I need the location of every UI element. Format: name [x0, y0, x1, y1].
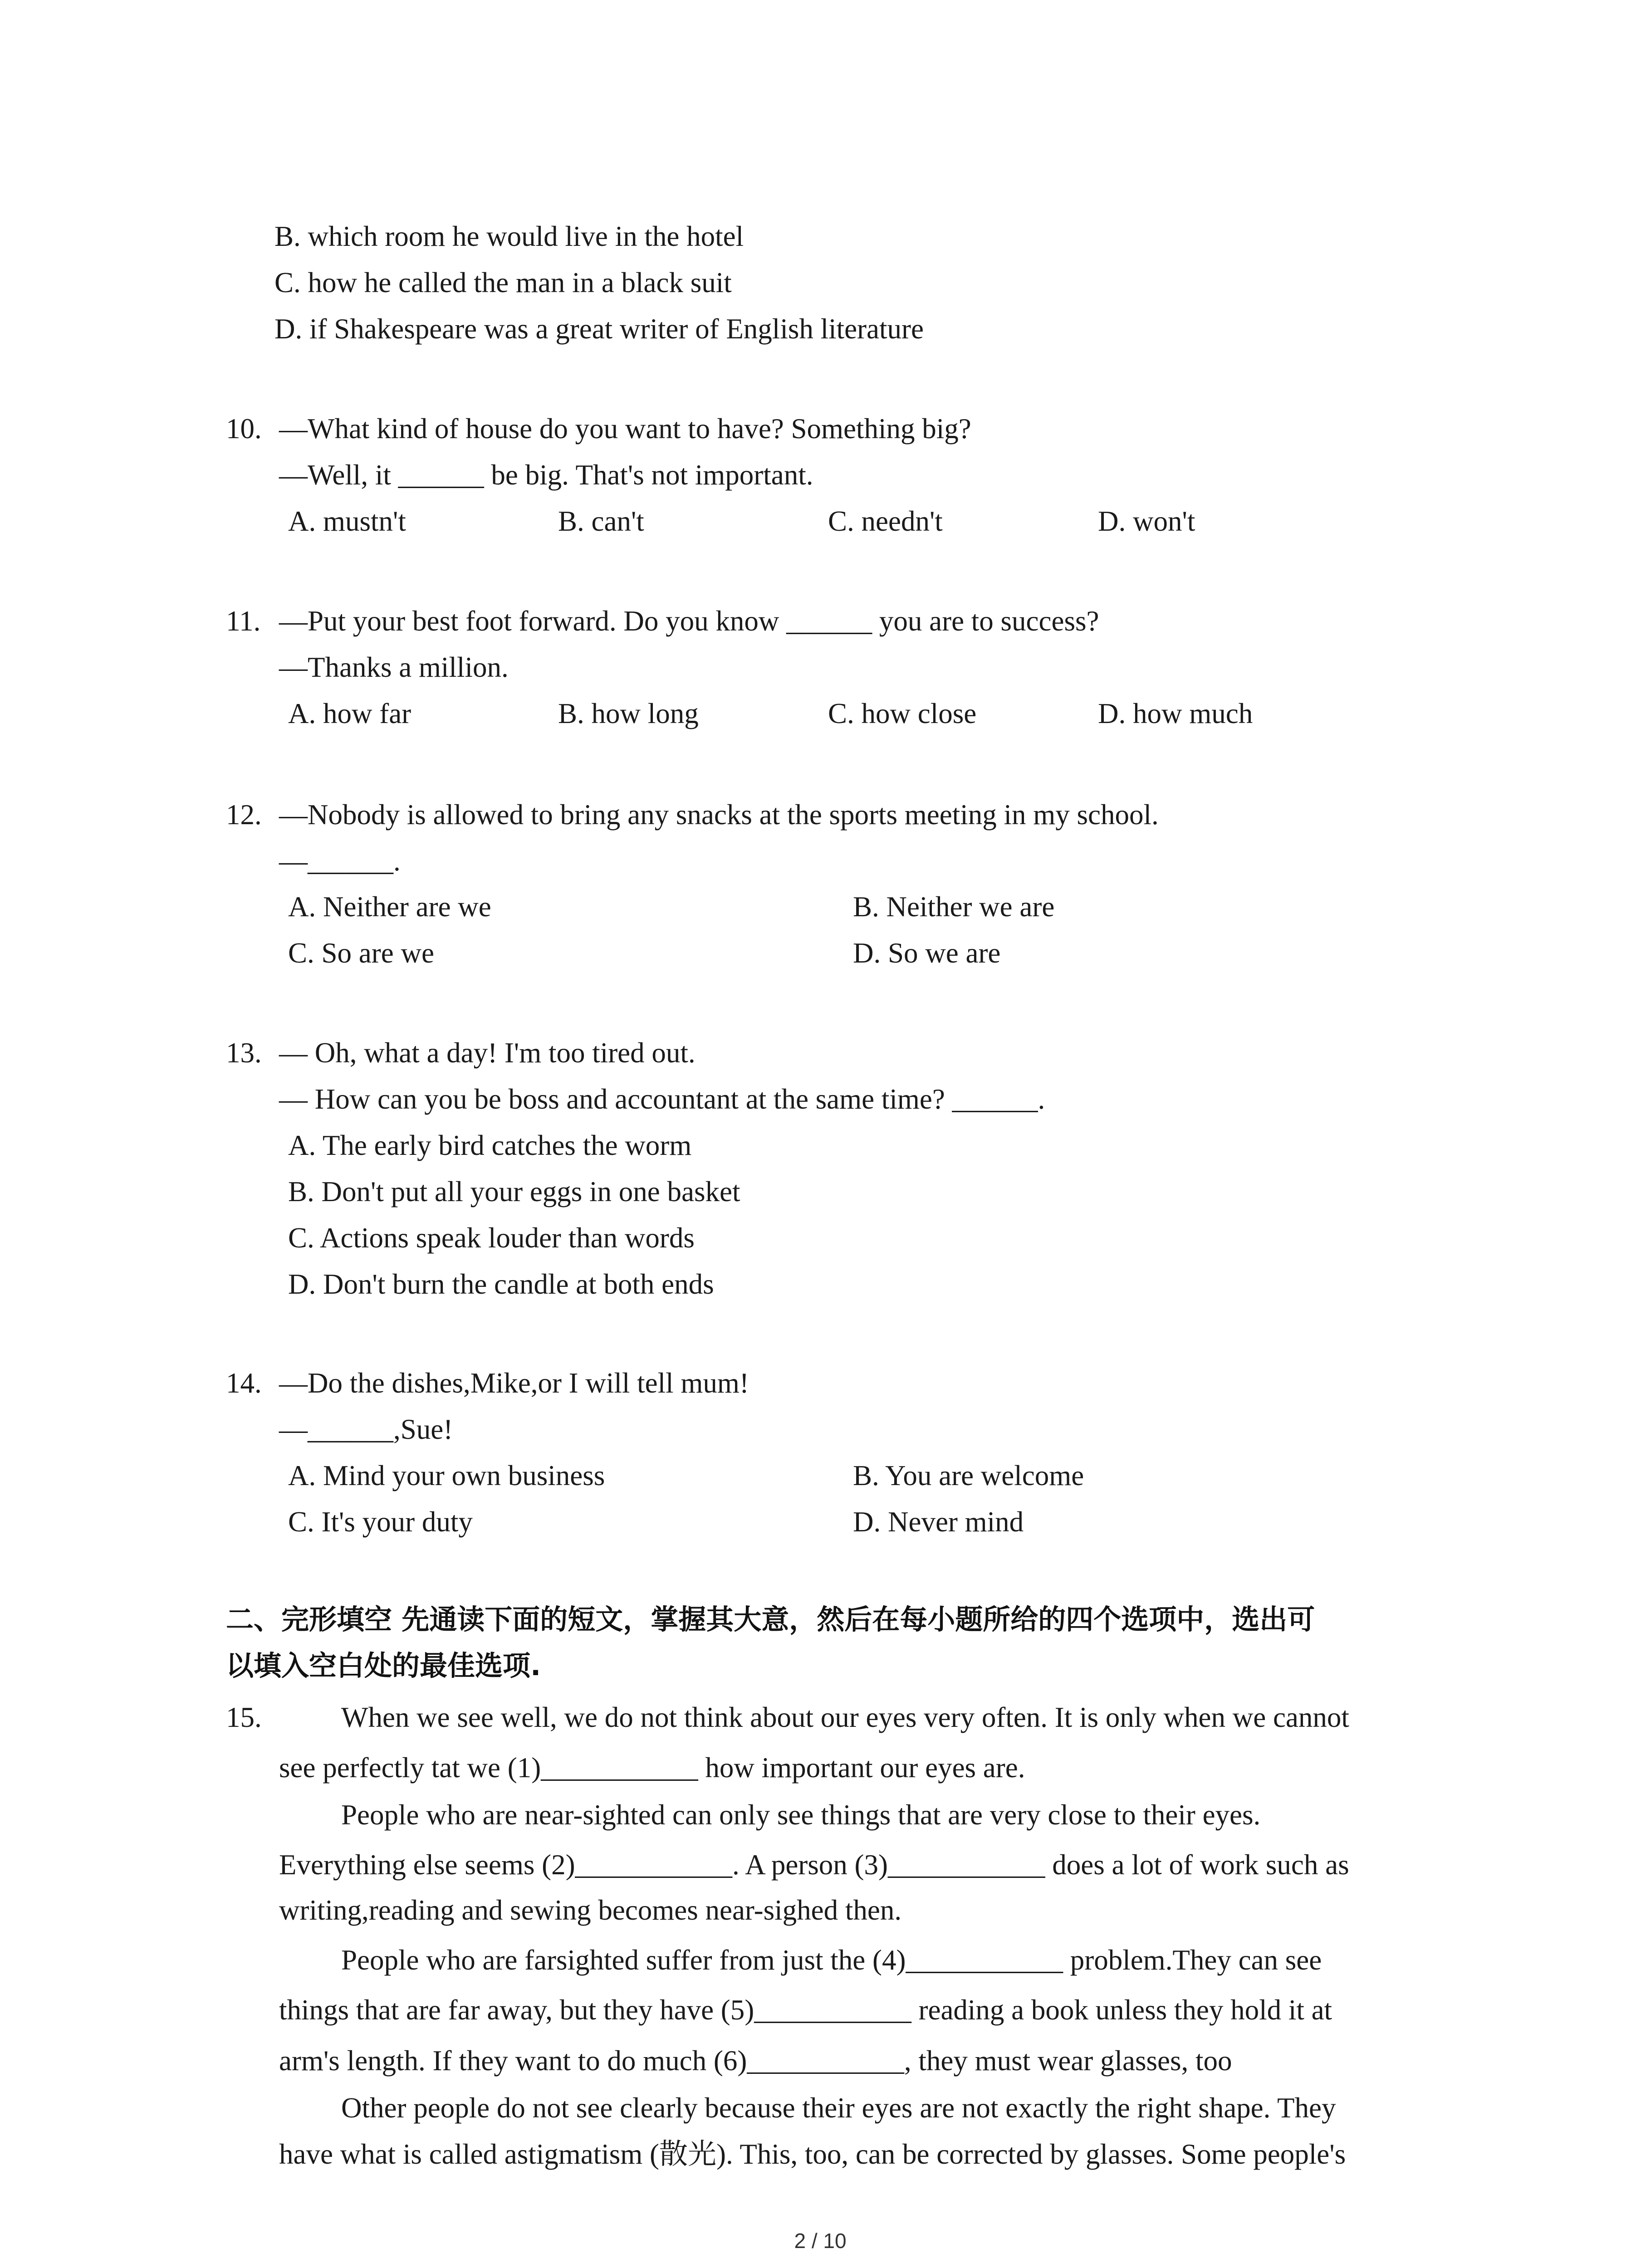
q12-line2: —______. — [279, 845, 401, 877]
q12-line1: —Nobody is allowed to bring any snacks at the sports meeting in my school. — [279, 799, 1159, 831]
option-b-prev: B. which room he would live in the hotel — [274, 220, 744, 252]
option-c-prev: C. how he called the man in a black suit — [274, 267, 732, 298]
question-number-12: 12. — [226, 799, 262, 831]
question-number-11: 11. — [226, 605, 261, 637]
q12-option-d: D. So we are — [853, 937, 1001, 969]
q12-option-c: C. So are we — [288, 937, 434, 969]
q10-option-c: C. needn't — [828, 505, 943, 537]
q11-option-b: B. how long — [558, 698, 699, 729]
q10-option-b: B. can't — [558, 505, 644, 537]
question-number-10: 10. — [226, 413, 262, 445]
q14-option-d: D. Never mind — [853, 1506, 1024, 1538]
q11-option-c: C. how close — [828, 698, 977, 729]
q10-line2: —Well, it ______ be big. That's not important. — [279, 459, 813, 491]
passage-line: arm's length. If they want to do much (6)___________, they must wear glasses, too — [279, 2045, 1232, 2077]
q10-option-a: A. mustn't — [288, 505, 406, 537]
q10-line1: —What kind of house do you want to have? Something big? — [279, 413, 971, 445]
q13-option-b: B. Don't put all your eggs in one basket — [288, 1176, 740, 1207]
passage-line: People who are farsighted suffer from just the (4)___________ problem.They can see — [341, 1944, 1322, 1976]
q14-option-c: C. It's your duty — [288, 1506, 473, 1538]
section-heading-line2: 以填入空白处的最佳选项. — [226, 1650, 541, 1682]
passage-line: see perfectly tat we (1)___________ how important our eyes are. — [279, 1752, 1025, 1784]
passage-line: People who are near-sighted can only see things that are very close to their eyes. — [341, 1799, 1261, 1831]
q10-option-d: D. won't — [1098, 505, 1195, 537]
q11-option-d: D. how much — [1098, 698, 1253, 729]
passage-line: Everything else seems (2)___________. A person (3)___________ does a lot of work such as — [279, 1849, 1349, 1881]
passage-line: things that are far away, but they have (5)___________ reading a book unless they hold it at — [279, 1994, 1332, 2026]
q13-option-d: D. Don't burn the candle at both ends — [288, 1268, 714, 1300]
passage-line: When we see well, we do not think about our eyes very often. It is only when we cannot — [341, 1701, 1349, 1733]
q13-line2: — How can you be boss and accountant at the same time? ______. — [279, 1083, 1045, 1115]
option-d-prev: D. if Shakespeare was a great writer of English literature — [274, 313, 924, 345]
q11-line2: —Thanks a million. — [279, 651, 509, 683]
question-number-15: 15. — [226, 1701, 262, 1733]
q14-line1: —Do the dishes,Mike,or I will tell mum! — [279, 1367, 749, 1399]
q12-option-a: A. Neither are we — [288, 891, 491, 923]
question-number-14: 14. — [226, 1367, 262, 1399]
q12-option-b: B. Neither we are — [853, 891, 1055, 923]
q13-line1: — Oh, what a day! I'm too tired out. — [279, 1037, 696, 1069]
section-heading-line1: 二、完形填空 先通读下面的短文，掌握其大意，然后在每小题所给的四个选项中，选出可 — [226, 1603, 1315, 1636]
question-number-13: 13. — [226, 1037, 262, 1069]
passage-line: Other people do not see clearly because their eyes are not exactly the right shape. They — [341, 2092, 1336, 2124]
q14-option-b: B. You are welcome — [853, 1460, 1084, 1491]
q14-option-a: A. Mind your own business — [288, 1460, 605, 1491]
q13-option-c: C. Actions speak louder than words — [288, 1222, 695, 1254]
passage-line: writing,reading and sewing becomes near-sighed then. — [279, 1894, 902, 1926]
q14-line2: —______,Sue! — [279, 1413, 453, 1445]
q13-option-a: A. The early bird catches the worm — [288, 1129, 692, 1161]
passage-line: have what is called astigmatism (散光). This, too, can be corrected by glasses. Some people's — [279, 2138, 1346, 2170]
q11-option-a: A. how far — [288, 698, 411, 729]
q11-line1: —Put your best foot forward. Do you know ______ you are to success? — [279, 605, 1099, 637]
page-number: 2 / 10 — [794, 2229, 847, 2253]
